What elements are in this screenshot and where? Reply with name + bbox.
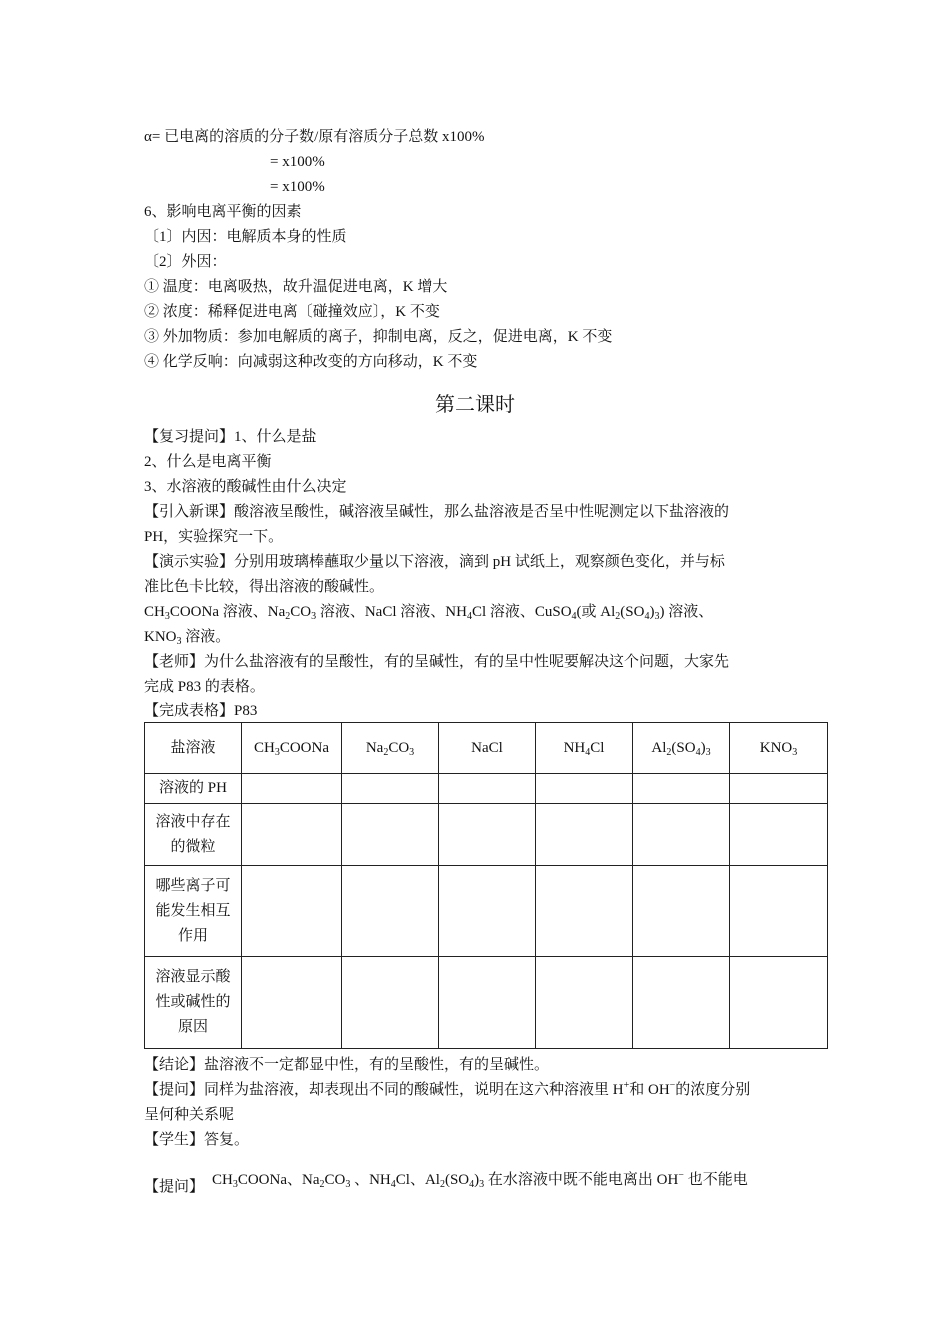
header-salt-solution: 盐溶液 bbox=[145, 723, 242, 774]
table-cell bbox=[342, 804, 439, 866]
table-cell bbox=[242, 957, 342, 1049]
intro-line-1: 【引入新课】酸溶液呈酸性，碱溶液呈碱性，那么盐溶液是否呈中性呢测定以下盐溶液的 bbox=[144, 504, 730, 520]
row-label-ph: 溶液的 PH bbox=[145, 774, 242, 804]
row-label-particles: 溶液中存在的微粒 bbox=[145, 804, 242, 866]
factors-heading: 6、影响电离平衡的因素 bbox=[144, 204, 302, 220]
table-cell bbox=[536, 774, 633, 804]
table-cell bbox=[242, 774, 342, 804]
header-nh4cl: $NH_4Cl$ bbox=[536, 723, 633, 774]
question-line-2: 呈何种关系呢 bbox=[144, 1107, 235, 1123]
table-cell bbox=[633, 774, 730, 804]
factors-internal: 〔1〕内因：电解质本身的性质 bbox=[144, 229, 347, 245]
alpha-definition: α= 已电离的溶质的分子数/原有溶质分子总数 x100% bbox=[144, 129, 485, 145]
factors-external: 〔2〕外因： bbox=[144, 254, 227, 270]
intro-line-2: PH，实验探究一下。 bbox=[144, 529, 284, 545]
table-cell bbox=[730, 866, 828, 957]
table-cell bbox=[439, 957, 536, 1049]
section-title: 第二课时 bbox=[435, 394, 515, 416]
header-ch3coona: $CH_3COONa$ bbox=[242, 723, 342, 774]
factor-concentration: ② 浓度：稀释促进电离〔碰撞效应〕，K 不变 bbox=[144, 304, 440, 320]
question2-label: 【提问】 bbox=[144, 1179, 205, 1195]
alpha-equation-2: = x100% bbox=[270, 179, 325, 195]
table-cell bbox=[439, 804, 536, 866]
salt-solution-table bbox=[144, 722, 828, 1049]
header-na2co3: $Na_2CO_3$ bbox=[342, 723, 439, 774]
teacher-line-2: 完成 P83 的表格。 bbox=[144, 679, 265, 695]
table-cell bbox=[730, 804, 828, 866]
factor-chemical-reaction: ④ 化学反响：向减弱这种改变的方向移动，K 不变 bbox=[144, 354, 478, 370]
table-cell bbox=[730, 957, 828, 1049]
table-cell bbox=[536, 957, 633, 1049]
table-cell bbox=[342, 866, 439, 957]
factor-added-substance: ③ 外加物质：参加电解质的离子，抑制电离，反之，促进电离，K 不变 bbox=[144, 329, 613, 345]
review-question-3: 3、水溶液的酸碱性由什么决定 bbox=[144, 479, 347, 495]
teacher-line-1: 【老师】为什么盐溶液有的呈酸性，有的呈碱性，有的呈中性呢要解决这个问题，大家先 bbox=[144, 654, 730, 670]
table-cell bbox=[242, 866, 342, 957]
student-answer: 【学生】答复。 bbox=[144, 1132, 250, 1148]
table-cell bbox=[342, 774, 439, 804]
demo-line-2: 准比色卡比较，得出溶液的酸碱性。 bbox=[144, 579, 385, 595]
table-cell bbox=[439, 774, 536, 804]
row-label-reason: 溶液显示酸性或碱性的原因 bbox=[145, 957, 242, 1049]
table-row bbox=[145, 957, 828, 1049]
demo-line-4: $KNO_3$ 溶液。 bbox=[144, 629, 231, 647]
table-cell bbox=[536, 866, 633, 957]
alpha-equation-1: = x100% bbox=[270, 154, 325, 170]
table-cell bbox=[342, 957, 439, 1049]
table-cell bbox=[536, 804, 633, 866]
question2-text: $CH_3COONa$、$Na_2CO_3$ 、$NH_4Cl$、$Al_2(SO_4)_3$ 在水溶液中既不能电离出 OH− 也不能电 bbox=[212, 1170, 748, 1190]
table-cell bbox=[633, 804, 730, 866]
header-al2so43: $Al_2(SO_4)_3$ bbox=[633, 723, 730, 774]
table-caption: 【完成表格】P83 bbox=[144, 703, 258, 719]
table-row bbox=[145, 804, 828, 866]
question-line-1: 【提问】同样为盐溶液，却表现出不同的酸碱性，说明在这六种溶液里 H+和 OH−的浓度分别 bbox=[144, 1080, 751, 1098]
demo-line-1: 【演示实验】分别用玻璃棒蘸取少量以下溶液，滴到 pH 试纸上，观察颜色变化，并与标 bbox=[144, 554, 725, 570]
table-cell bbox=[633, 866, 730, 957]
demo-line-3: $CH_3COONa$ 溶液、$Na_2CO_3$ 溶液、NaCl 溶液、$NH_4Cl$ 溶液、CuSO$_4$(或 $Al_2(SO_4)_3$) 溶液、 bbox=[144, 604, 714, 622]
review-question-2: 2、什么是电离平衡 bbox=[144, 454, 272, 470]
table-row bbox=[145, 866, 828, 957]
row-label-interactions: 哪些离子可能发生相互作用 bbox=[145, 866, 242, 957]
table-row bbox=[145, 774, 828, 804]
table-cell bbox=[633, 957, 730, 1049]
factor-temperature: ① 温度：电离吸热，故升温促进电离，K 增大 bbox=[144, 279, 448, 295]
header-kno3: $KNO_3$ bbox=[730, 723, 828, 774]
conclusion: 【结论】盐溶液不一定都显中性，有的呈酸性，有的呈碱性。 bbox=[144, 1057, 550, 1073]
table-cell bbox=[439, 866, 536, 957]
header-nacl: NaCl bbox=[439, 723, 536, 774]
table-cell bbox=[730, 774, 828, 804]
table-header-row bbox=[145, 723, 828, 774]
table-cell bbox=[242, 804, 342, 866]
review-question-1: 【复习提问】1、什么是盐 bbox=[144, 429, 317, 445]
